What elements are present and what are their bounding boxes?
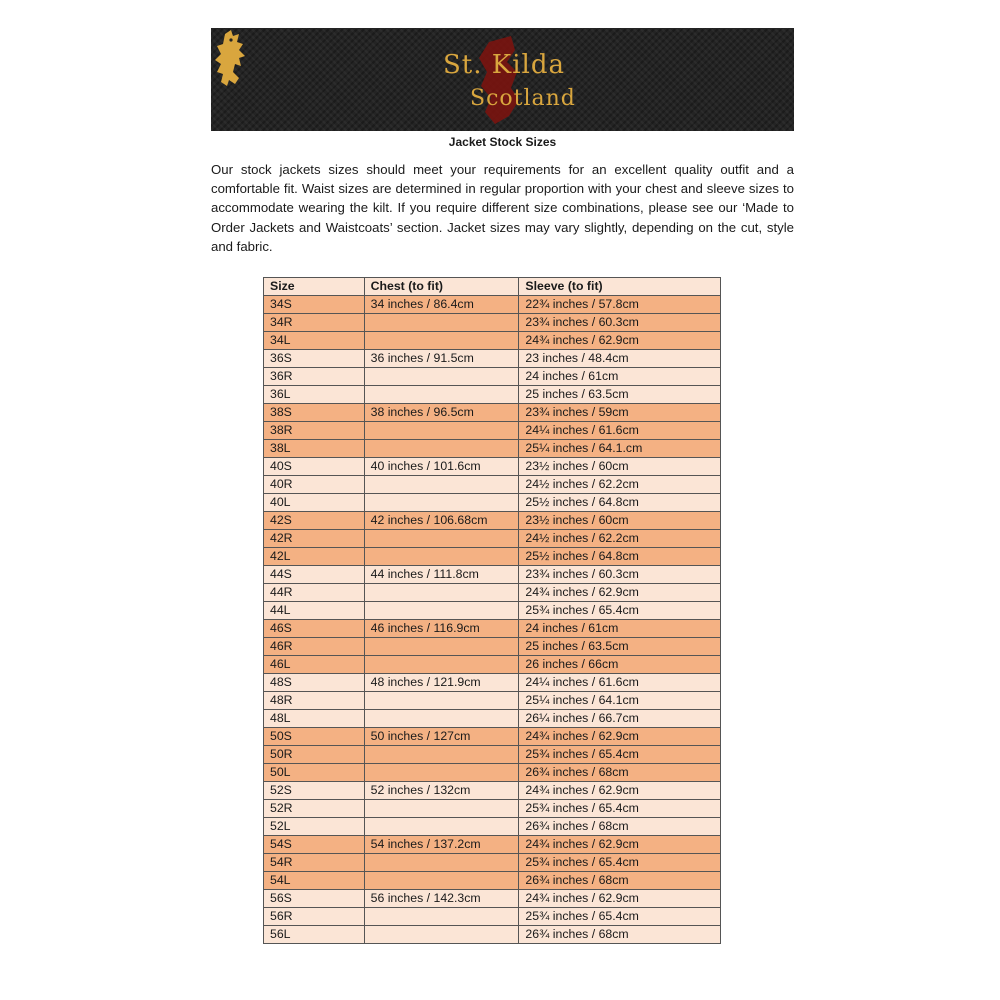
table-row: [264, 332, 721, 350]
sleeve-cell: 23½ inches / 60cm: [519, 512, 721, 530]
chest-cell: 52 inches / 132cm: [364, 782, 519, 800]
table-row: [264, 386, 721, 404]
table-row: [264, 458, 721, 476]
chest-cell: [364, 692, 519, 710]
chest-cell: 50 inches / 127cm: [364, 728, 519, 746]
table-row: [264, 404, 721, 422]
sleeve-cell: 24¼ inches / 61.6cm: [519, 674, 721, 692]
table-row: [264, 728, 721, 746]
sleeve-cell: 26¼ inches / 66.7cm: [519, 710, 721, 728]
sleeve-cell: 24¾ inches / 62.9cm: [519, 728, 721, 746]
brand-location: Scotland: [470, 86, 576, 111]
size-cell: 56S: [264, 890, 365, 908]
sleeve-cell: 26¾ inches / 68cm: [519, 818, 721, 836]
table-row: [264, 710, 721, 728]
sleeve-cell: 24¾ inches / 62.9cm: [519, 332, 721, 350]
intro-paragraph: Our stock jackets sizes should meet your requirements for an excellent quality outfit and a comfortable fit. Waist sizes are determined in regular proportion with your chest and sleeve sizes to accommodate wearing the kilt. If you require different size combinations, please see our ‘Made to Order Jackets and Waistcoats’ section. Jacket sizes may vary slightly, depending on the cut, style and fabric.: [211, 162, 794, 254]
size-cell: 34S: [264, 296, 365, 314]
chest-cell: [364, 440, 519, 458]
sleeve-cell: 24 inches / 61cm: [519, 368, 721, 386]
chest-cell: [364, 872, 519, 890]
size-cell: 50R: [264, 746, 365, 764]
size-cell: 44L: [264, 602, 365, 620]
table-row: [264, 530, 721, 548]
table-row: [264, 854, 721, 872]
chest-cell: [364, 332, 519, 350]
table-row: [264, 350, 721, 368]
sleeve-cell: 26¾ inches / 68cm: [519, 872, 721, 890]
sleeve-cell: 25½ inches / 64.8cm: [519, 548, 721, 566]
table-row: [264, 674, 721, 692]
size-cell: 48S: [264, 674, 365, 692]
sleeve-cell: 23 inches / 48.4cm: [519, 350, 721, 368]
header-size: Size: [264, 278, 365, 296]
size-cell: 44R: [264, 584, 365, 602]
size-cell: 42S: [264, 512, 365, 530]
sleeve-cell: 24 inches / 61cm: [519, 620, 721, 638]
chest-cell: 48 inches / 121.9cm: [364, 674, 519, 692]
sleeve-cell: 24¾ inches / 62.9cm: [519, 782, 721, 800]
size-cell: 40R: [264, 476, 365, 494]
table-row: [264, 782, 721, 800]
size-cell: 40S: [264, 458, 365, 476]
table-row: [264, 908, 721, 926]
size-cell: 50L: [264, 764, 365, 782]
table-row: [264, 296, 721, 314]
size-cell: 52R: [264, 800, 365, 818]
table-row: [264, 602, 721, 620]
sleeve-cell: 26¾ inches / 68cm: [519, 926, 721, 944]
sleeve-cell: 25½ inches / 64.8cm: [519, 494, 721, 512]
size-cell: 54S: [264, 836, 365, 854]
table-row: [264, 872, 721, 890]
lion-rampant-icon: [211, 28, 253, 90]
chest-cell: [364, 602, 519, 620]
size-cell: 36S: [264, 350, 365, 368]
table-row: [264, 584, 721, 602]
chest-cell: [364, 800, 519, 818]
size-cell: 48L: [264, 710, 365, 728]
sleeve-cell: 25¾ inches / 65.4cm: [519, 800, 721, 818]
sleeve-cell: 25 inches / 63.5cm: [519, 638, 721, 656]
sleeve-cell: 24½ inches / 62.2cm: [519, 476, 721, 494]
chest-cell: [364, 368, 519, 386]
chest-cell: 42 inches / 106.68cm: [364, 512, 519, 530]
table-header-row: [264, 278, 721, 296]
table-row: [264, 494, 721, 512]
size-cell: 38L: [264, 440, 365, 458]
size-cell: 40L: [264, 494, 365, 512]
chest-cell: [364, 494, 519, 512]
chest-cell: [364, 926, 519, 944]
size-cell: 44S: [264, 566, 365, 584]
chest-cell: 54 inches / 137.2cm: [364, 836, 519, 854]
size-cell: 38R: [264, 422, 365, 440]
chest-cell: 34 inches / 86.4cm: [364, 296, 519, 314]
table-body: [264, 296, 721, 944]
chest-cell: [364, 422, 519, 440]
size-cell: 34R: [264, 314, 365, 332]
chest-cell: [364, 584, 519, 602]
sleeve-cell: 25¾ inches / 65.4cm: [519, 908, 721, 926]
size-cell: 46R: [264, 638, 365, 656]
size-cell: 36L: [264, 386, 365, 404]
sleeve-cell: 23¾ inches / 60.3cm: [519, 314, 721, 332]
chest-cell: [364, 386, 519, 404]
sleeve-cell: 25¾ inches / 65.4cm: [519, 602, 721, 620]
table-row: [264, 818, 721, 836]
sleeve-cell: 24½ inches / 62.2cm: [519, 530, 721, 548]
size-cell: 46S: [264, 620, 365, 638]
sleeve-cell: 23½ inches / 60cm: [519, 458, 721, 476]
chest-cell: [364, 314, 519, 332]
header-sleeve: Sleeve (to fit): [519, 278, 721, 296]
chest-cell: [364, 746, 519, 764]
table-row: [264, 890, 721, 908]
size-cell: 46L: [264, 656, 365, 674]
chest-cell: [364, 908, 519, 926]
brand-name: St. Kilda: [443, 50, 565, 80]
size-cell: 34L: [264, 332, 365, 350]
chest-cell: [364, 818, 519, 836]
chest-cell: [364, 710, 519, 728]
sleeve-cell: 25¾ inches / 65.4cm: [519, 854, 721, 872]
chest-cell: 38 inches / 96.5cm: [364, 404, 519, 422]
size-cell: 52L: [264, 818, 365, 836]
sleeve-cell: 26¾ inches / 68cm: [519, 764, 721, 782]
chest-cell: [364, 476, 519, 494]
size-cell: 42R: [264, 530, 365, 548]
size-cell: 56R: [264, 908, 365, 926]
table-row: [264, 440, 721, 458]
table-row: [264, 656, 721, 674]
size-cell: 54L: [264, 872, 365, 890]
chest-cell: 44 inches / 111.8cm: [364, 566, 519, 584]
table-row: [264, 926, 721, 944]
table-row: [264, 566, 721, 584]
table-row: [264, 764, 721, 782]
sleeve-cell: 26 inches / 66cm: [519, 656, 721, 674]
chest-cell: 36 inches / 91.5cm: [364, 350, 519, 368]
chest-cell: [364, 764, 519, 782]
size-cell: 42L: [264, 548, 365, 566]
page-title: Jacket Stock Sizes: [448, 135, 557, 149]
sleeve-cell: 25¼ inches / 64.1cm: [519, 692, 721, 710]
chest-cell: 46 inches / 116.9cm: [364, 620, 519, 638]
size-cell: 52S: [264, 782, 365, 800]
sleeve-cell: 25¼ inches / 64.1.cm: [519, 440, 721, 458]
sleeve-cell: 23¾ inches / 60.3cm: [519, 566, 721, 584]
table-row: [264, 512, 721, 530]
sleeve-cell: 24¾ inches / 62.9cm: [519, 836, 721, 854]
table-row: [264, 314, 721, 332]
table-row: [264, 620, 721, 638]
size-cell: 56L: [264, 926, 365, 944]
table-row: [264, 836, 721, 854]
chest-cell: 40 inches / 101.6cm: [364, 458, 519, 476]
table-row: [264, 368, 721, 386]
size-cell: 36R: [264, 368, 365, 386]
chest-cell: [364, 638, 519, 656]
sleeve-cell: 24¼ inches / 61.6cm: [519, 422, 721, 440]
chest-cell: [364, 656, 519, 674]
sleeve-cell: 23¾ inches / 59cm: [519, 404, 721, 422]
sleeve-cell: 25¾ inches / 65.4cm: [519, 746, 721, 764]
sleeve-cell: 24¾ inches / 62.9cm: [519, 890, 721, 908]
chest-cell: [364, 530, 519, 548]
table-row: [264, 422, 721, 440]
sleeve-cell: 24¾ inches / 62.9cm: [519, 584, 721, 602]
size-cell: 54R: [264, 854, 365, 872]
table-row: [264, 548, 721, 566]
chest-cell: 56 inches / 142.3cm: [364, 890, 519, 908]
header-chest: Chest (to fit): [364, 278, 519, 296]
table-row: [264, 800, 721, 818]
table-row: [264, 746, 721, 764]
chest-cell: [364, 854, 519, 872]
table-row: [264, 692, 721, 710]
size-cell: 48R: [264, 692, 365, 710]
table-row: [264, 476, 721, 494]
size-cell: 38S: [264, 404, 365, 422]
sleeve-cell: 25 inches / 63.5cm: [519, 386, 721, 404]
chest-cell: [364, 548, 519, 566]
table-row: [264, 638, 721, 656]
size-table: [263, 277, 721, 944]
sleeve-cell: 22¾ inches / 57.8cm: [519, 296, 721, 314]
size-cell: 50S: [264, 728, 365, 746]
brand-banner: [211, 28, 794, 131]
